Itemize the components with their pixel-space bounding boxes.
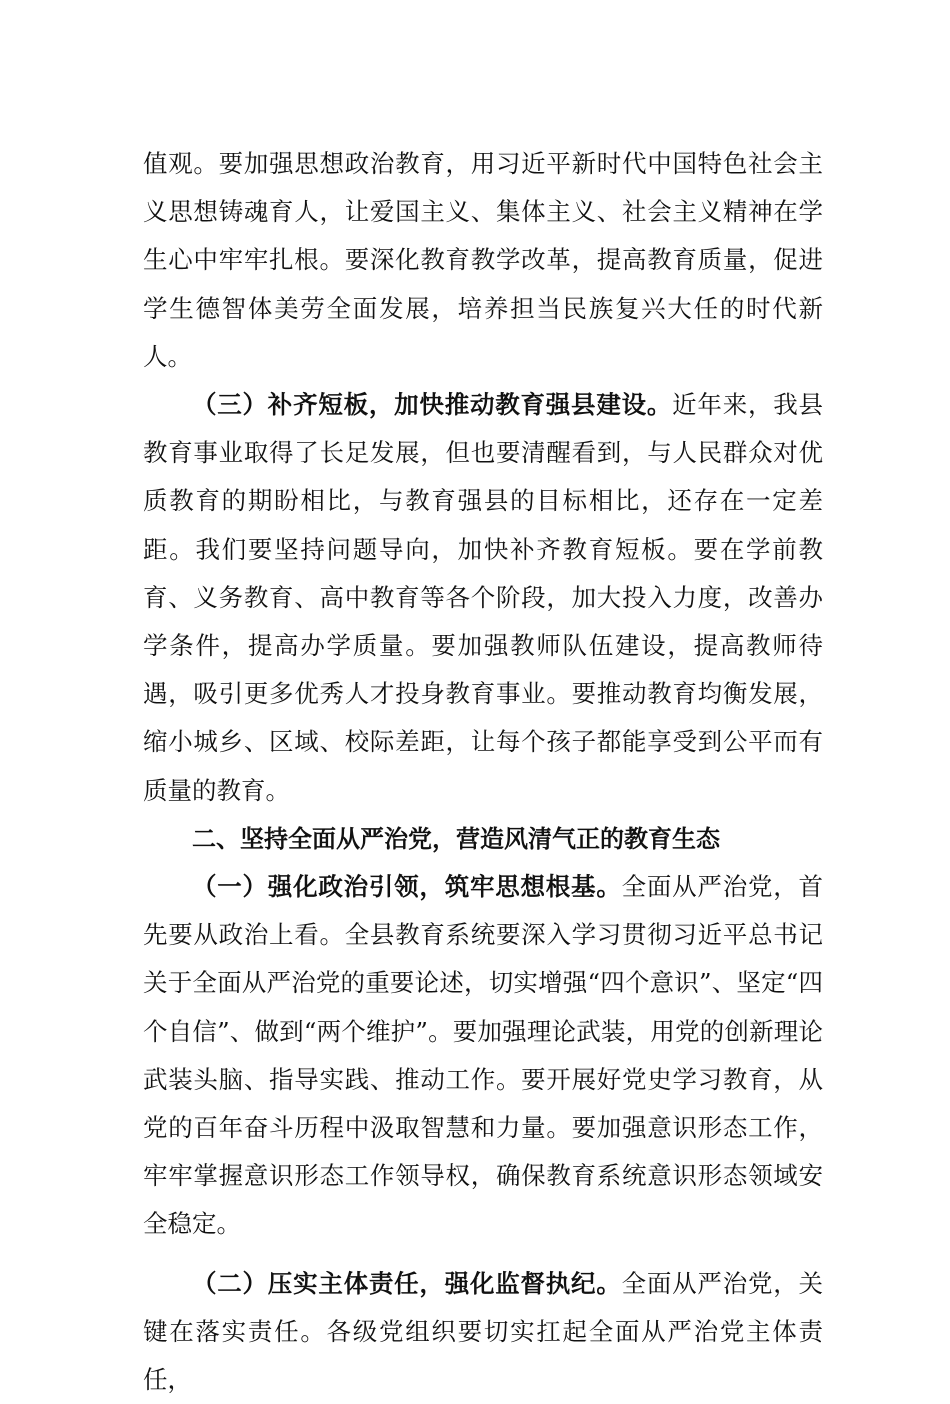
heading-section-2: 二、坚持全面从严治党，营造风清气正的教育生态 bbox=[192, 824, 720, 853]
paragraph-section-2-1 bbox=[143, 863, 823, 1249]
paragraph-section-2-2 bbox=[143, 1260, 823, 1404]
section-2-2-body: 全面从严治党，关键在落实责任。各级党组织要切实扛起全面从严治党主体责任， bbox=[143, 1268, 824, 1395]
section-2-1-lead: （一）强化政治引领，筑牢思想根基。 bbox=[192, 872, 622, 902]
section-3-lead: （三）补齐短板，加快推动教育强县建设。 bbox=[192, 390, 673, 420]
paragraph-continued: 值观。要加强思想政治教育，用习近平新时代中国特色社会主义思想铸魂育人，让爱国主义、集体主义、社会主义精神在学生心中牢牢扎根。要深化教育教学改革，提高教育质量，促进学生德智体美劳全面发展，培养担当民族复兴大任的时代新人。 bbox=[143, 149, 823, 371]
section-2-1-body: 全面从严治党，首先要从政治上看。全县教育系统要深入学习贯彻习近平总书记关于全面从严治党的重要论述，切实增强“四个意识”、坚定“四个自信”、做到“两个维护”。要加强理论武装，用党的创新理论武装头脑、指导实践、推动工作。要开展好党史学习教育，从党的百年奋斗历程中汲取智慧和力量。要加强意识形态工作，牢牢掌握意识形态工作领导权，确保教育系统意识形态领域安全稳定。 bbox=[143, 872, 824, 1239]
document-page bbox=[143, 140, 823, 1404]
section-2-2-lead: （二）压实主体责任，强化监督执纪。 bbox=[192, 1268, 622, 1298]
section-3-body: 近年来，我县教育事业取得了长足发展，但也要清醒看到，与人民群众对优质教育的期盼相比，与教育强县的目标相比，还存在一定差距。我们要坚持问题导向，加快补齐教育短板。要在学前教育、义务教育、高中教育等各个阶段，加大投入力度，改善办学条件，提高办学质量。要加强教师队伍建设，提高教师待遇，吸引更多优秀人才投身教育事业。要推动教育均衡发展，缩小城乡、区域、校际差距，让每个孩子都能享受到公平而有质量的教育。 bbox=[143, 390, 824, 805]
paragraph-section-3 bbox=[143, 381, 823, 815]
